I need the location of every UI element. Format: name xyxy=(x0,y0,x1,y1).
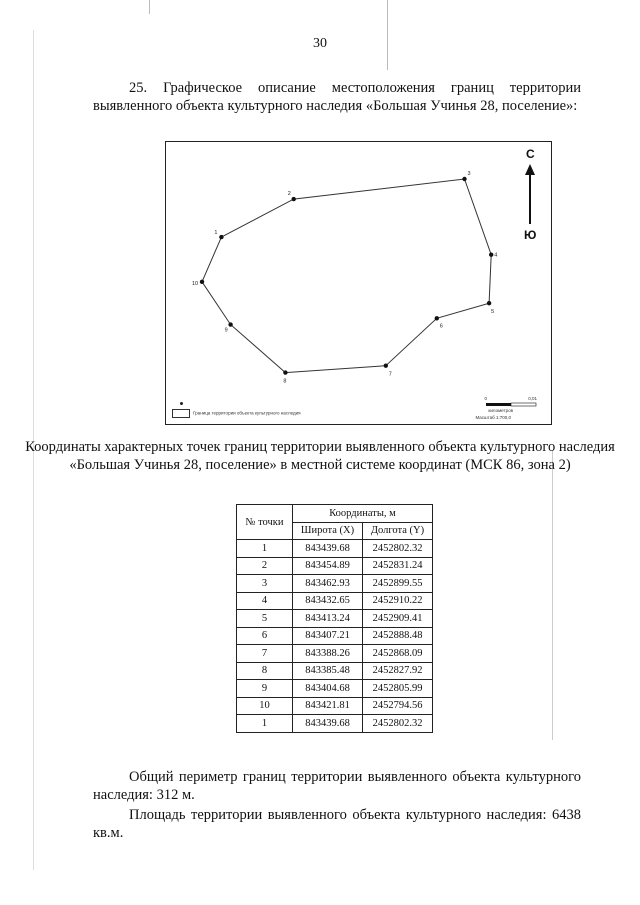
legend-text: Граница территории объекта культурного наследия xyxy=(193,410,301,416)
compass-south-label: Ю xyxy=(524,228,537,242)
cell-longitude: 2452909.41 xyxy=(363,610,433,628)
point-label: 7 xyxy=(388,371,392,378)
cell-latitude: 843404.68 xyxy=(293,680,363,698)
table-row xyxy=(237,627,433,645)
col-lat-header: Широта (X) xyxy=(293,522,363,540)
cell-latitude: 843413.24 xyxy=(293,610,363,628)
map-legend xyxy=(172,409,301,418)
table-row xyxy=(237,645,433,663)
boundary-point xyxy=(200,280,204,284)
table-row xyxy=(237,592,433,610)
cell-latitude: 843439.68 xyxy=(293,715,363,733)
legend-boundary-swatch xyxy=(172,409,190,418)
cell-point-number: 4 xyxy=(237,592,293,610)
table-header-row xyxy=(237,505,433,523)
table-body xyxy=(237,540,433,733)
cell-latitude: 843454.89 xyxy=(293,557,363,575)
boundary-point xyxy=(462,177,466,181)
cell-point-number: 10 xyxy=(237,697,293,715)
boundary-polygon xyxy=(202,179,491,373)
point-label: 6 xyxy=(439,323,443,330)
cell-point-number: 1 xyxy=(237,715,293,733)
scale-unit: километров xyxy=(488,408,513,413)
cell-longitude: 2452805.99 xyxy=(363,680,433,698)
col-lon-header: Долгота (Y) xyxy=(363,522,433,540)
table-row xyxy=(237,540,433,558)
cell-latitude: 843385.48 xyxy=(293,662,363,680)
page-number: 30 xyxy=(313,36,327,51)
boundary-point xyxy=(219,235,223,239)
point-label: 9 xyxy=(224,327,228,334)
cell-point-number: 5 xyxy=(237,610,293,628)
cell-point-number: 1 xyxy=(237,540,293,558)
cell-longitude: 2452888.48 xyxy=(363,627,433,645)
cell-longitude: 2452868.09 xyxy=(363,645,433,663)
cell-point-number: 2 xyxy=(237,557,293,575)
cell-longitude: 2452910.22 xyxy=(363,592,433,610)
point-label: 4 xyxy=(494,252,498,259)
cell-longitude: 2452802.32 xyxy=(363,715,433,733)
boundary-point xyxy=(228,322,232,326)
point-label: 8 xyxy=(283,378,287,385)
cell-longitude: 2452794.56 xyxy=(363,697,433,715)
table-row xyxy=(237,575,433,593)
boundary-map xyxy=(165,141,552,425)
boundary-point xyxy=(435,316,439,320)
cell-point-number: 7 xyxy=(237,645,293,663)
cell-latitude: 843439.68 xyxy=(293,540,363,558)
table-row xyxy=(237,610,433,628)
table-row xyxy=(237,680,433,698)
legend-point-icon xyxy=(180,402,183,405)
cell-point-number: 6 xyxy=(237,627,293,645)
area-text: Площадь территории выявленного объекта культурного наследия: 6438 кв.м. xyxy=(93,807,581,841)
map-canvas xyxy=(166,142,551,424)
boundary-point xyxy=(283,370,287,374)
cell-longitude: 2452802.32 xyxy=(363,540,433,558)
cell-longitude: 2452899.55 xyxy=(363,575,433,593)
col-coords-header: Координаты, м xyxy=(293,505,433,523)
point-label: 5 xyxy=(491,309,495,316)
scale-bar xyxy=(486,403,536,406)
cell-longitude: 2452827.92 xyxy=(363,662,433,680)
scale-tick-end: 0,01 xyxy=(528,396,537,401)
point-label: 10 xyxy=(192,280,199,287)
compass-north-label: С xyxy=(526,147,535,161)
table-caption: Координаты характерных точек границ территории выявленного объекта культурного наследия «Большая Учинья 28, поселение» в местной системе координат (МСК 86, зона 2) xyxy=(25,439,615,473)
scale-ratio: Масштаб 1:700,0 xyxy=(475,415,511,420)
cell-point-number: 3 xyxy=(237,575,293,593)
boundary-point xyxy=(489,253,493,257)
cell-point-number: 8 xyxy=(237,662,293,680)
point-label: 3 xyxy=(467,171,471,177)
boundary-point xyxy=(384,364,388,368)
scale-tick-start: 0 xyxy=(484,396,487,401)
table-row xyxy=(237,662,433,680)
cell-longitude: 2452831.24 xyxy=(363,557,433,575)
point-label: 1 xyxy=(214,230,218,237)
boundary-point xyxy=(292,197,296,201)
coordinates-table xyxy=(236,504,433,733)
col-point-header: № точки xyxy=(237,505,293,540)
table-row xyxy=(237,557,433,575)
north-arrow-icon xyxy=(525,164,535,224)
table-row xyxy=(237,715,433,733)
section-heading: 25. Графическое описание местоположения границ территории выявленного объекта культурного наследия «Большая Учинья 28, поселение»: xyxy=(93,80,581,114)
boundary-point xyxy=(487,301,491,305)
cell-point-number: 9 xyxy=(237,680,293,698)
cell-latitude: 843462.93 xyxy=(293,575,363,593)
table-row xyxy=(237,697,433,715)
perimeter-text: Общий периметр границ территории выявленного объекта культурного наследия: 312 м. xyxy=(93,769,581,803)
point-label: 2 xyxy=(287,191,291,198)
cell-latitude: 843407.21 xyxy=(293,627,363,645)
cell-latitude: 843432.65 xyxy=(293,592,363,610)
cell-latitude: 843388.26 xyxy=(293,645,363,663)
cell-latitude: 843421.81 xyxy=(293,697,363,715)
